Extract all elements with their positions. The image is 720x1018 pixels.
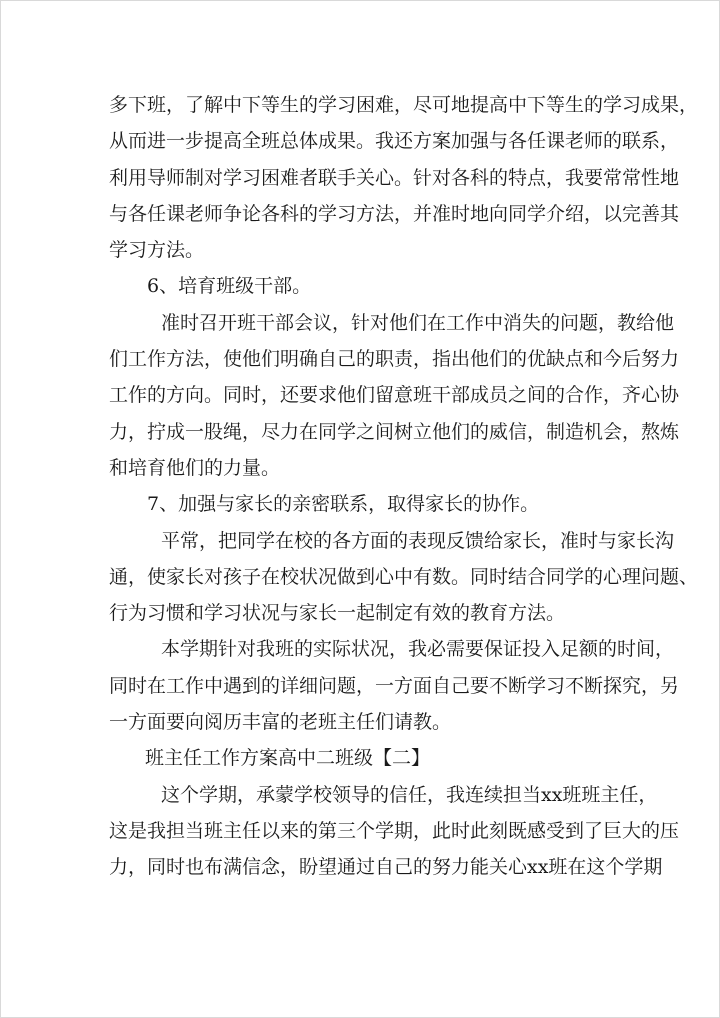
section-heading: 7、加强与家长的亲密联系，取得家长的协作。 (147, 493, 540, 516)
section-title: 班主任工作方案高中二班级【二】 (145, 747, 431, 770)
text-line: 同时在工作中遇到的详细问题，一方面自己要不断学习不断探究，另 (109, 674, 680, 697)
text-line: 们工作方法，使他们明确自己的职责，指出他们的优缺点和今后努力 (109, 348, 680, 371)
text-line: 力，拧成一股绳，尽力在同学之间树立他们的威信，制造机会，熬炼 (109, 420, 680, 443)
text-line: 力，同时也布满信念，盼望通过自己的努力能关心xx班在这个学期 (109, 856, 663, 879)
text-line: 从而进一步提高全班总体成果。我还方案加强与各任课老师的联系， (109, 130, 680, 153)
text-line: 这个学期，承蒙学校领导的信任，我连续担当xx班班主任， (161, 783, 658, 806)
text-line: 通，使家长对孩子在校状况做到心中有数。同时结合同学的心理问题、 (109, 565, 699, 588)
text-line: 与各任课老师争论各科的学习方法，并准时地向同学介绍，以完善其 (109, 202, 680, 225)
text-line: 准时召开班干部会议，针对他们在工作中消失的问题，教给他 (161, 311, 675, 334)
section-heading: 6、培育班级干部。 (147, 275, 312, 298)
text-line: 平常，把同学在校的各方面的表现反馈给家长，准时与家长沟 (161, 529, 675, 552)
text-line: 本学期针对我班的实际状况，我必需要保证投入足额的时间， (161, 638, 675, 661)
text-line: 工作的方向。同时，还要求他们留意班干部成员之间的合作，齐心协 (109, 384, 680, 407)
text-line: 学习方法。 (109, 239, 205, 262)
text-line: 和培育他们的力量。 (109, 456, 281, 479)
text-line: 这是我担当班主任以来的第三个学期，此时此刻既感受到了巨大的压 (109, 819, 680, 842)
document-body (109, 87, 699, 886)
text-line: 一方面要向阅历丰富的老班主任们请教。 (109, 711, 452, 734)
text-line: 利用导师制对学习困难者联手关心。针对各科的特点，我要常常性地 (109, 166, 680, 189)
text-line: 行为习惯和学习状况与家长一起制定有效的教育方法。 (109, 602, 566, 625)
text-line: 多下班，了解中下等生的学习困难，尽可地提高中下等生的学习成果， (109, 94, 699, 116)
